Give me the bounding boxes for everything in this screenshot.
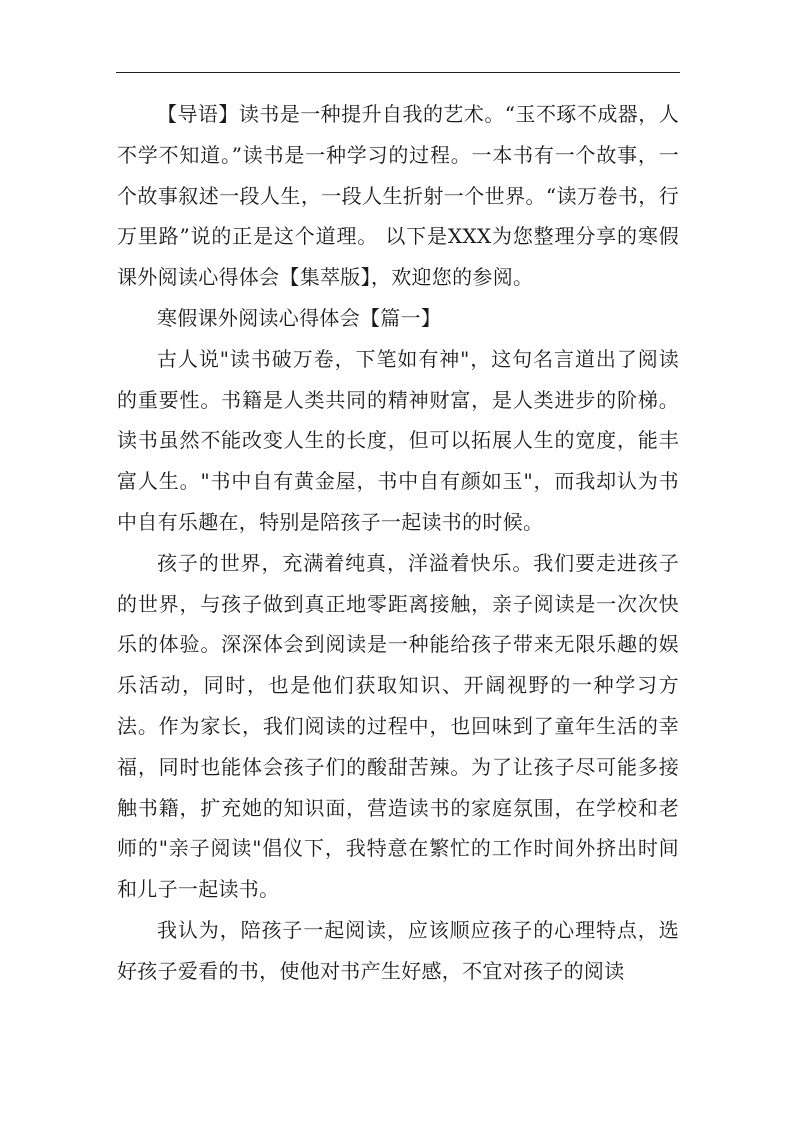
intro-paragraph: 【导语】读书是一种提升自我的艺术。“玉不琢不成器，人不学不知道。”读书是一种学习的过程。一本书有一个故事，一个故事叙述一段人生，一段人生折射一个世界。“读万卷书，行万里路”说的正是这个道理。 以下是XXX为您整理分享的寒假课外阅读心得体会【集萃版】，欢迎您的参阅。 (117, 102, 679, 290)
body-paragraph: 我认为，陪孩子一起阅读，应该顺应孩子的心理特点，选好孩子爱看的书，使他对书产生好感，不宜对孩子的阅读 (117, 917, 679, 983)
header-rule (116, 72, 680, 73)
body-paragraph: 孩子的世界，充满着纯真，洋溢着快乐。我们要走进孩子的世界，与孩子做到真正地零距离接触，亲子阅读是一次次快乐的体验。深深体会到阅读是一种能给孩子带来无限乐趣的娱乐活动，同时，也是他们获取知识、开阔视野的一种学习方法。作为家长，我们阅读的过程中，也回味到了童年生活的幸福，同时也能体会孩子们的酸甜苦辣。为了让孩子尽可能多接触书籍，扩充她的知识面，营造读书的家庭氛围，在学校和老师的"亲子阅读"倡仪下，我特意在繁忙的工作时间外挤出时间和儿子一起读书。 (117, 550, 679, 902)
section-heading: 寒假课外阅读心得体会【篇一】 (157, 305, 442, 330)
document-body (117, 94, 679, 992)
body-paragraph: 古人说"读书破万卷，下笔如有神"，这句名言道出了阅读的重要性。书籍是人类共同的精神财富，是人类进步的阶梯。读书虽然不能改变人生的长度，但可以拓展人生的宽度，能丰富人生。"书中自有黄金屋，书中自有颜如玉"，而我却认为书中自有乐趣在，特别是陪孩子一起读书的时候。 (117, 346, 679, 534)
